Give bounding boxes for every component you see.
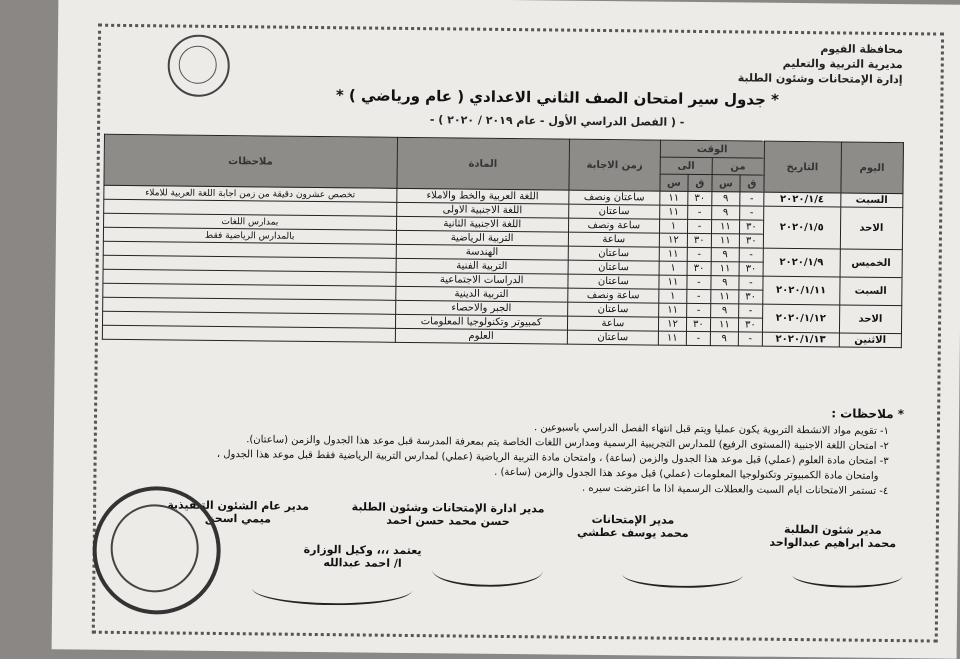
cell-duration: ساعة (567, 316, 658, 331)
header-subject: المادة (396, 137, 569, 190)
cell-subject: الدراسات الاجتماعية (395, 272, 567, 288)
cell-duration: ساعتان (567, 330, 658, 345)
cell-duration: ساعتان ونصف (569, 190, 660, 205)
cell-from-s: ١١ (710, 318, 738, 332)
cell-duration: ساعتان (568, 260, 659, 275)
note-item: وامتحان مادة الكمبيوتر وتكنولوجيا المعلومات (عملي) قبل موعد هذا الجدول والزمن (ساعة) . (494, 466, 879, 482)
cell-day: الاثنين (839, 333, 902, 348)
cell-to-s: ١٢ (658, 317, 686, 331)
header-governorate: محافظة الفيوم (820, 42, 903, 57)
page-title: * جدول سير امتحان الصف الثاني الاعدادي ( عام ورياضي ) * (335, 86, 779, 109)
cell-day: الاحد (839, 305, 902, 334)
cell-to-s: ١١ (658, 331, 686, 345)
cell-from-q: - (740, 206, 764, 220)
cell-date: ٢٠٢٠/١/٥ (763, 206, 840, 249)
cell-to-q: - (687, 289, 711, 303)
cell-notes: بمدارس اللغات (104, 213, 397, 230)
cell-date: ٢٠٢٠/١/٩ (763, 248, 840, 277)
signature-student-affairs (758, 523, 908, 551)
cell-from-q: ٣٠ (739, 262, 763, 276)
cell-from-s: ٩ (712, 192, 740, 206)
cell-to-s: ١١ (660, 205, 688, 219)
cell-subject: التربية الرياضية (396, 230, 568, 246)
cell-from-s: ٩ (711, 276, 739, 290)
cell-day: السبت (839, 277, 902, 306)
header-date: التاريخ (764, 141, 841, 193)
cell-from-s: ٩ (710, 304, 738, 318)
signature-role: مدير الإمتحانات (591, 512, 675, 527)
page-subtitle: - ( الفصل الدراسي الأول - عام ٢٠١٩ / ٢٠٢٠ ) - (429, 113, 685, 129)
cell-to-s: ١ (659, 261, 687, 275)
cell-duration: ساعتان (567, 302, 658, 317)
cell-duration: ساعة (568, 232, 659, 247)
cell-to-q: - (687, 275, 711, 289)
header-notes: ملاحظات (104, 134, 397, 188)
note-item: ٤- تستمر الامتحانات ايام السبت والعطلات الرسمية اذا ما اعترضت سيره . (582, 482, 889, 497)
cell-subject: اللغة الاجنبية الاولى (396, 202, 568, 218)
deputy-line2: ا/ احمد عبدالله (323, 556, 402, 570)
cell-notes (102, 325, 395, 342)
exam-schedule-table (102, 134, 904, 348)
official-stamp-icon (92, 486, 221, 615)
cell-subject: الهندسة (396, 244, 568, 260)
cell-to-q: - (687, 303, 711, 317)
cell-from-q: - (740, 192, 764, 206)
signature-role: مدير عام الشئون التنفيذية (167, 498, 310, 513)
cell-from-s: ١١ (711, 220, 739, 234)
cell-to-s: ١٢ (659, 233, 687, 247)
signature-name: ميمي اسحق (204, 511, 272, 526)
signature-exams-admin (338, 500, 558, 528)
cell-subject: الجبر والاحصاء (395, 300, 567, 316)
cell-subject: العلوم (395, 328, 567, 344)
cell-date: ٢٠٢٠/١/١٣ (762, 332, 839, 347)
cell-to-s: ١١ (660, 191, 688, 205)
header-time: الوقت (660, 140, 764, 158)
document-paper (52, 0, 960, 659)
cell-date: ٢٠٢٠/١/٤ (764, 192, 841, 207)
header-department: إدارة الإمتحانات وشئون الطلبة (737, 71, 903, 87)
header-duration: زمن الاجابة (569, 139, 661, 191)
cell-duration: ساعتان (568, 274, 659, 289)
cell-from-s: ٩ (710, 332, 738, 346)
cell-to-q: ٣٠ (687, 261, 711, 275)
cell-day: السبت (840, 193, 903, 208)
cell-date: ٢٠٢٠/١/١١ (763, 276, 840, 305)
cell-to-s: ١ (659, 289, 687, 303)
header-directorate: مديرية التربية والتعليم (782, 56, 903, 72)
cell-subject: التربية الدينية (395, 286, 567, 302)
signature-exams (558, 513, 708, 541)
cell-day: الخميس (840, 249, 903, 278)
cell-to-q: - (687, 219, 711, 233)
cell-from-s: ١١ (711, 262, 739, 276)
signature-name: محمد ابراهيم عبدالواحد (769, 535, 897, 551)
cell-subject: كمبيوتر وتكنولوجيا المعلومات (395, 314, 567, 330)
note-item: ٣- امتحان مادة العلوم (عملي) قبل موعد هذا الجدول والزمن (ساعة) ، وامتحان مادة التربية الرياضية (عملي) لمدارس التربية الرياضية فقط قبل موعد هذا الجدول ، (216, 448, 889, 467)
cell-to-q: - (688, 205, 712, 219)
header-from-q: ق (740, 175, 764, 192)
cell-duration: ساعتان (568, 204, 659, 219)
cell-subject: اللغة الاجنبية الثانية (396, 216, 568, 232)
cell-from-q: - (738, 304, 762, 318)
cell-to-q: - (686, 331, 710, 345)
header-to-q: ق (688, 174, 712, 191)
cell-to-q: - (687, 247, 711, 261)
cell-to-q: ٣٠ (687, 233, 711, 247)
deputy-line1: يعتمد ،،، وكيل الوزارة (303, 542, 422, 558)
note-item: ١- تقويم مواد الانشطة التربوية يكون عمليا ويتم قبل انتهاء الفصل الدراسي باسبوعين . (533, 422, 889, 437)
cell-to-s: ١١ (659, 275, 687, 289)
cell-from-q: - (738, 332, 762, 346)
cell-day: الاحد (840, 207, 903, 250)
cell-from-q: - (739, 276, 763, 290)
header-from: من (712, 158, 764, 176)
cell-duration: ساعة ونصف (568, 218, 659, 233)
cell-to-s: ١١ (659, 303, 687, 317)
cell-date: ٢٠٢٠/١/١٢ (762, 304, 839, 333)
cell-from-s: ٩ (711, 248, 739, 262)
cell-from-s: ٩ (711, 206, 739, 220)
cell-from-q: ٣٠ (739, 220, 763, 234)
cell-from-q: ٣٠ (738, 318, 762, 332)
signature-role: مدير ادارة الإمتحانات وشئون الطلبة (351, 500, 545, 516)
cell-to-q: ٣٠ (686, 317, 710, 331)
cell-notes: بالمدارس الرياضية فقط (103, 227, 396, 244)
cell-to-q: ٣٠ (688, 191, 712, 205)
notes-title: * ملاحظات : (831, 406, 905, 422)
cell-duration: ساعة ونصف (568, 288, 659, 303)
cell-notes: تخصص عشرون دقيقة من زمن اجابة اللغة العربية للاملاء (104, 185, 397, 202)
cell-from-s: ١١ (711, 290, 739, 304)
cell-subject: اللغة العربية والخط والاملاء (396, 188, 568, 204)
cell-subject: التربية الفنية (396, 258, 568, 274)
note-item: ٢- امتحان اللغة الاجنبية (المستوى الرفيع) للمدارس التجريبية الرسمية ومدارس اللغات الخاصة يتم بمعرفة المدرسة قبل موعد هذا الجدول والزمن (ساعتان). (246, 434, 889, 452)
header-to: الى (660, 157, 712, 175)
emblem-logo-icon (167, 34, 230, 97)
header-to-s: س (660, 174, 688, 191)
cell-from-q: ٣٠ (739, 290, 763, 304)
header-from-s: س (712, 175, 740, 192)
cell-to-s: ١ (659, 219, 687, 233)
cell-from-q: ٣٠ (739, 234, 763, 248)
signature-role: مدير شئون الطلبة (783, 522, 882, 537)
cell-to-s: ١١ (659, 247, 687, 261)
cell-from-q: - (739, 248, 763, 262)
signature-name: حسن محمد حسن احمد (386, 513, 510, 529)
header-block (738, 40, 903, 87)
header-day: اليوم (841, 142, 904, 194)
deputy-approval (277, 543, 447, 571)
cell-duration: ساعتان (568, 246, 659, 261)
cell-from-s: ١١ (711, 234, 739, 248)
signature-name: محمد يوسف عطشي (576, 525, 689, 540)
